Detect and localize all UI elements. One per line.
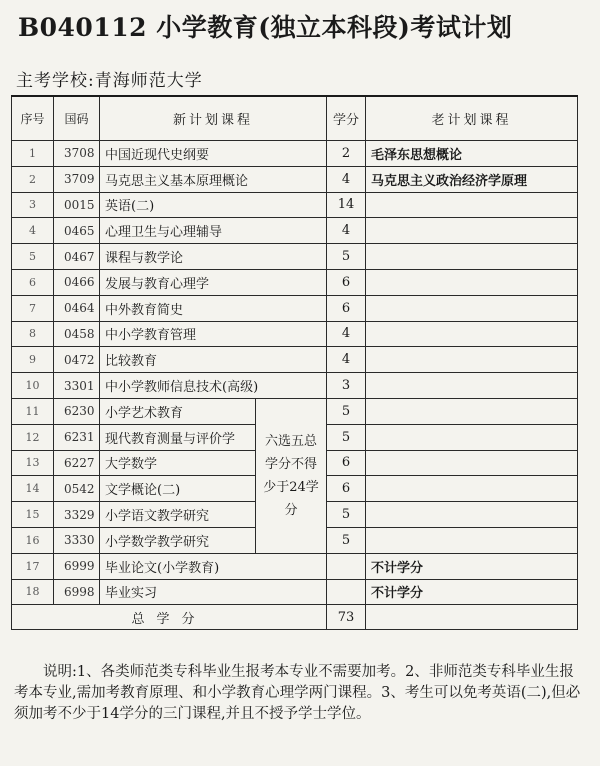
table-row [12, 553, 578, 579]
course-name: 中小学教育管理 [100, 321, 327, 347]
page-title: B040112 小学教育(独立本科段)考试计划 [18, 13, 513, 42]
row-number: 3 [12, 192, 54, 218]
table-row [12, 192, 578, 218]
row-number: 12 [12, 424, 54, 450]
old-course-name [366, 502, 578, 528]
course-name: 毕业论文(小学教育) [100, 553, 327, 579]
course-name: 毕业实习 [100, 579, 327, 605]
old-course-name: 不计学分 [366, 579, 578, 605]
course-credit [327, 579, 366, 605]
table-row [12, 141, 578, 167]
course-code: 0465 [54, 218, 100, 244]
table-row [12, 347, 578, 373]
course-code: 6227 [54, 450, 100, 476]
table-row [12, 398, 578, 424]
course-name: 比较教育 [100, 347, 327, 373]
row-number: 7 [12, 295, 54, 321]
course-credit: 6 [327, 450, 366, 476]
exam-plan-table [11, 95, 578, 630]
row-number: 4 [12, 218, 54, 244]
old-course-name [366, 373, 578, 399]
table-row [12, 269, 578, 295]
old-course-name [366, 295, 578, 321]
course-credit: 2 [327, 141, 366, 167]
old-course-name [366, 347, 578, 373]
course-name: 小学艺术教育 [100, 398, 256, 424]
course-code: 0542 [54, 476, 100, 502]
total-credit: 73 [327, 605, 366, 630]
course-code: 0467 [54, 244, 100, 270]
course-credit: 5 [327, 244, 366, 270]
row-number: 14 [12, 476, 54, 502]
course-name: 中外教育简史 [100, 295, 327, 321]
course-code: 0472 [54, 347, 100, 373]
total-row [12, 605, 578, 630]
total-empty-cell [366, 605, 578, 630]
table-row [12, 244, 578, 270]
old-course-name [366, 192, 578, 218]
course-credit: 5 [327, 527, 366, 553]
row-number: 8 [12, 321, 54, 347]
table-row [12, 166, 578, 192]
course-credit: 3 [327, 373, 366, 399]
course-name: 英语(二) [100, 192, 327, 218]
course-name: 心理卫生与心理辅导 [100, 218, 327, 244]
course-credit: 5 [327, 424, 366, 450]
table-row [12, 321, 578, 347]
course-name: 中国近现代史纲要 [100, 141, 327, 167]
course-code: 6231 [54, 424, 100, 450]
total-label: 总学分 [12, 605, 327, 630]
course-code: 6230 [54, 398, 100, 424]
row-number: 17 [12, 553, 54, 579]
course-code: 3329 [54, 502, 100, 528]
row-number: 15 [12, 502, 54, 528]
old-course-name [366, 398, 578, 424]
table-row [12, 373, 578, 399]
header-old-course: 老计划课程 [366, 96, 578, 141]
old-course-name [366, 321, 578, 347]
course-code: 3708 [54, 141, 100, 167]
course-code: 0464 [54, 295, 100, 321]
course-credit: 6 [327, 269, 366, 295]
course-credit: 4 [327, 218, 366, 244]
course-credit [327, 553, 366, 579]
course-credit: 14 [327, 192, 366, 218]
course-code: 0015 [54, 192, 100, 218]
row-number: 1 [12, 141, 54, 167]
row-number: 5 [12, 244, 54, 270]
header-new-course: 新计划课程 [100, 96, 327, 141]
table-row [12, 579, 578, 605]
old-course-name: 毛泽东思想概论 [366, 141, 578, 167]
course-code: 3301 [54, 373, 100, 399]
header-no: 序号 [12, 96, 54, 141]
old-course-name [366, 424, 578, 450]
old-course-name [366, 476, 578, 502]
old-course-name: 马克思主义政治经济学原理 [366, 166, 578, 192]
table-row [12, 295, 578, 321]
explanation-note: 说明:1、各类师范类专科毕业生报考本专业不需要加考。2、非师范类专科毕业生报考本专业,需加考教育原理、和小学教育心理学两门课程。3、考生可以免考英语(二),但必须加考不少于14学分的三门课程,并且不授予学士学位。 [14, 664, 581, 722]
course-credit: 6 [327, 476, 366, 502]
course-name: 中小学教师信息技术(高级) [100, 373, 327, 399]
course-name: 大学数学 [100, 450, 256, 476]
course-code: 0466 [54, 269, 100, 295]
host-school: 主考学校:青海师范大学 [16, 71, 203, 91]
course-credit: 4 [327, 321, 366, 347]
course-name: 现代教育测量与评价学 [100, 424, 256, 450]
old-course-name [366, 218, 578, 244]
course-code: 6998 [54, 579, 100, 605]
old-course-name [366, 269, 578, 295]
course-credit: 4 [327, 166, 366, 192]
row-number: 18 [12, 579, 54, 605]
elective-note: 六选五总学分不得少于24学分 [256, 398, 327, 553]
course-credit: 5 [327, 398, 366, 424]
row-number: 6 [12, 269, 54, 295]
old-course-name: 不计学分 [366, 553, 578, 579]
course-code: 0458 [54, 321, 100, 347]
course-code: 3709 [54, 166, 100, 192]
row-number: 11 [12, 398, 54, 424]
table-row [12, 218, 578, 244]
row-number: 9 [12, 347, 54, 373]
course-name: 小学数学教学研究 [100, 527, 256, 553]
row-number: 13 [12, 450, 54, 476]
course-name: 课程与教学论 [100, 244, 327, 270]
table-header-row [12, 96, 578, 141]
course-credit: 4 [327, 347, 366, 373]
header-credit: 学分 [327, 96, 366, 141]
old-course-name [366, 450, 578, 476]
row-number: 10 [12, 373, 54, 399]
course-name: 文学概论(二) [100, 476, 256, 502]
course-code: 3330 [54, 527, 100, 553]
course-credit: 6 [327, 295, 366, 321]
course-credit: 5 [327, 502, 366, 528]
header-code: 国码 [54, 96, 100, 141]
course-code: 6999 [54, 553, 100, 579]
course-name: 小学语文教学研究 [100, 502, 256, 528]
course-name: 发展与教育心理学 [100, 269, 327, 295]
course-name: 马克思主义基本原理概论 [100, 166, 327, 192]
old-course-name [366, 527, 578, 553]
row-number: 16 [12, 527, 54, 553]
old-course-name [366, 244, 578, 270]
row-number: 2 [12, 166, 54, 192]
